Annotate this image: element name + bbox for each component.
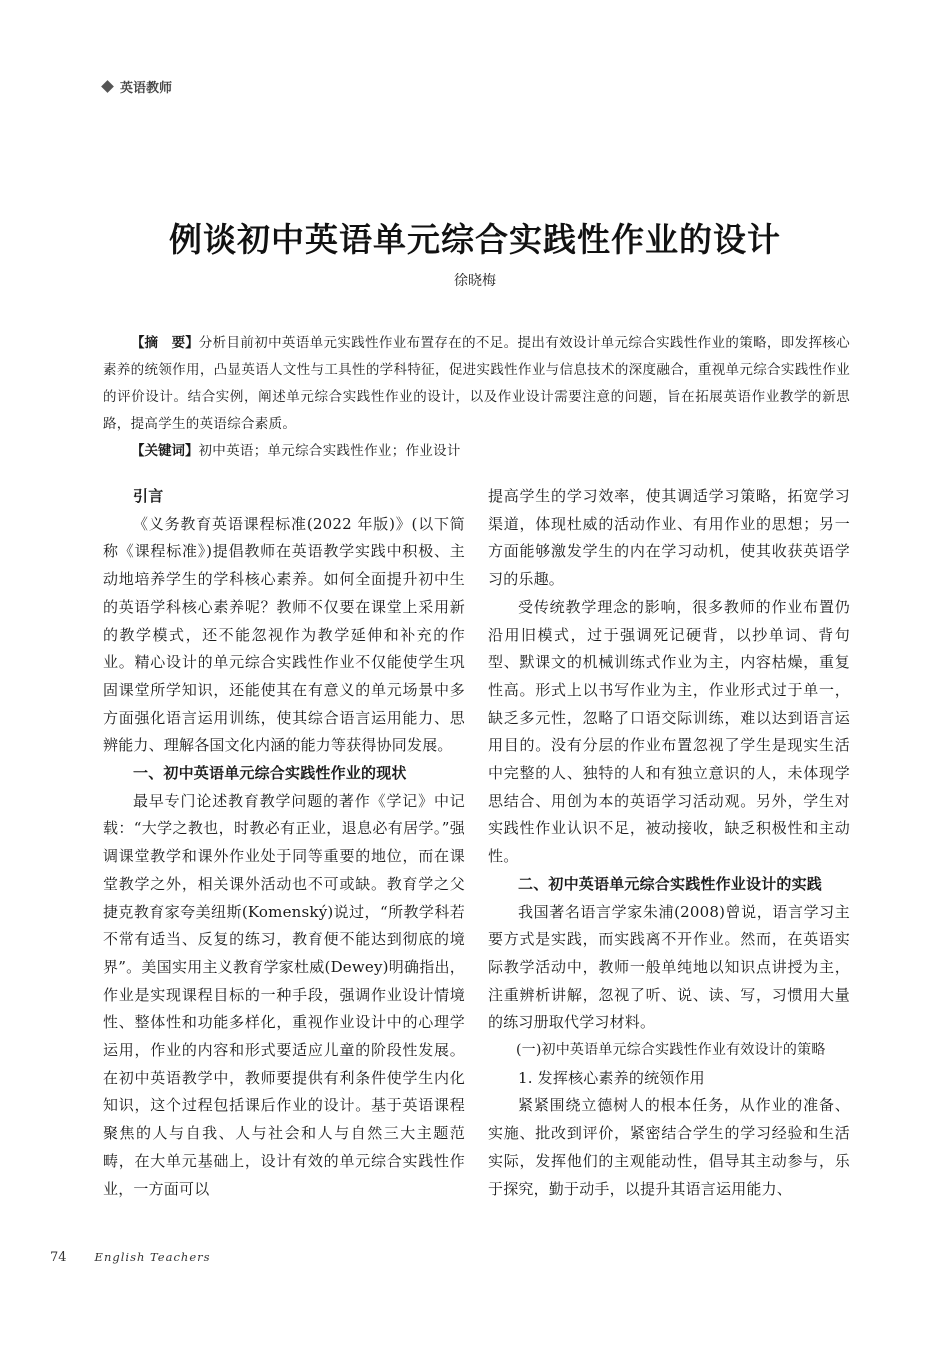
article-author: 徐晓梅 bbox=[454, 273, 496, 289]
left-column bbox=[103, 483, 465, 1203]
abstract-text: 分析目前初中英语单元实践性作业布置存在的不足。提出有效设计单元综合实践性作业的策略，即发挥核心素养的统领作用，凸显英语人文性与工具性的学科特征，促进实践性作业与信息技术的深度融合，重视单元综合实践性作业的评价设计。结合实例，阐述单元综合实践性作业的设计，以及作业设计需要注意的问题，旨在拓展英语作业教学的新思路，提高学生的英语综合素质。 bbox=[103, 335, 851, 432]
journal-name: English Teachers bbox=[94, 1250, 211, 1264]
section1-heading: 一、初中英语单元综合实践性作业的现状 bbox=[133, 764, 407, 783]
subsection-heading: (一)初中英语单元综合实践性作业有效设计的策略 bbox=[516, 1042, 826, 1059]
article-title: 例谈初中英语单元综合实践性作业的设计 bbox=[169, 220, 781, 259]
section2-heading: 二、初中英语单元综合实践性作业设计的实践 bbox=[518, 874, 823, 893]
diamond-icon bbox=[101, 80, 114, 93]
abstract-paragraph bbox=[103, 330, 850, 438]
point1-heading: 1. 发挥核心素养的统领作用 bbox=[518, 1068, 705, 1087]
right-column bbox=[488, 483, 850, 1203]
section-label: 英语教师 bbox=[120, 81, 173, 96]
abstract-label: 【摘 要】 bbox=[131, 335, 199, 351]
intro-paragraph: 《义务教育英语课程标准(2022 年版)》(以下简称《课程标准》)提倡教师在英语教学实践中积极、主动地培养学生的学科核心素养。如何全面提升初中生的英语学科核心素养呢？教师不仅要在课堂上采用新的教学模式，还不能忽视作为教学延伸和补充的作业。精心设计的单元综合实践性作业不仅能使学生巩固课堂所学知识，还能使其在有意义的单元场景中多方面强化语言运用训练，使其综合语言运用能力、思辨能力、理解各国文化内涵的能力等获得协同发展。 bbox=[103, 514, 465, 755]
continued-paragraph: 提高学生的学习效率，使其调适学习策略，拓宽学习渠道，体现杜威的活动作业、有用作业的思想；另一方面能够激发学生的内在学习动机，使其收获英语学习的乐趣。 bbox=[488, 487, 850, 589]
section1-paragraph: 最早专门论述教育教学问题的著作《学记》中记载：“大学之教也，时教必有正业，退息必有居学。”强调课堂教学和课外作业处于同等重要的地位，而在课堂教学之外，相关课外活动也不可或缺。教育学之父捷克教育家夸美纽斯(Komenský)说过，“所教学科若不常有适当、反复的练习，教育便不能达到彻底的境界”。美国实用主义教育学家杜威(Dewey)明确指出，作业是实现课程目标的一种手段，强调作业设计情境性、整体性和功能多样化，重视作业设计中的心理学运用，作业的内容和形式要适应儿童的阶段性发展。在初中英语教学中，教师要提供有利条件使学生内化知识，这个过程包括课后作业的设计。基于英语课程聚焦的人与自我、人与社会和人与自然三大主题范畴，在大单元基础上，设计有效的单元综合实践性作业，一方面可以 bbox=[103, 791, 465, 1198]
traditional-homework-paragraph: 受传统教学理念的影响，很多教师的作业布置仍沿用旧模式，过于强调死记硬背，以抄单词、背句型、默课文的机械训练式作业为主，内容枯燥，重复性高。形式上以书写作业为主，作业形式过于单一，缺乏多元性，忽略了口语交际训练，难以达到语言运用目的。没有分层的作业布置忽视了学生是现实生活中完整的人、独特的人和有独立意识的人，未体现学思结合、用创为本的英语学习活动观。另外，学生对实践性作业认识不足，被动接收，缺乏积极性和主动性。 bbox=[488, 597, 850, 866]
abstract-block bbox=[103, 330, 850, 465]
keywords-paragraph bbox=[103, 438, 850, 465]
journal-section-header bbox=[103, 77, 172, 96]
keywords-text: 初中英语；单元综合实践性作业；作业设计 bbox=[198, 443, 461, 459]
section2-paragraph: 我国著名语言学家朱浦(2008)曾说，语言学习主要方式是实践，而实践离不开作业。然而，在英语实际教学活动中，教师一般单纯地以知识点讲授为主，注重辨析讲解，忽视了听、说、读、写，习惯用大量的练习册取代学习材料。 bbox=[488, 902, 850, 1032]
page-number: 74 bbox=[50, 1250, 67, 1265]
keywords-label: 【关键词】 bbox=[131, 443, 199, 459]
page-footer bbox=[50, 1250, 211, 1265]
intro-heading: 引言 bbox=[133, 487, 164, 505]
point1-paragraph: 紧紧围绕立德树人的根本任务，从作业的准备、实施、批改到评价，紧密结合学生的学习经验和生活实际，发挥他们的主观能动性，倡导其主动参与，乐于探究，勤于动手，以提升其语言运用能力、 bbox=[488, 1096, 850, 1198]
